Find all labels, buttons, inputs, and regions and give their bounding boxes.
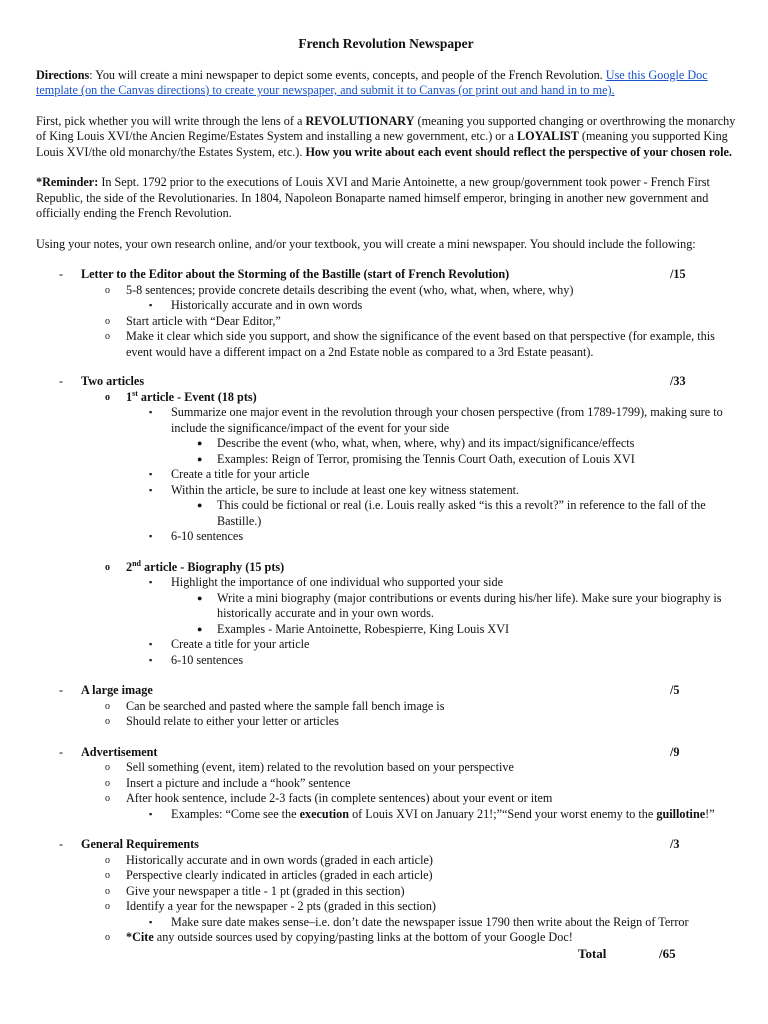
square-bullet: ▪: [149, 469, 153, 479]
directions-paragraph: [36, 68, 736, 99]
directions-label: Directions: [36, 67, 90, 82]
perspective-text-3: (meaning you supported King Louis XVI/the old monarchy/the Estates System, etc.).: [36, 129, 728, 159]
list-item: [36, 314, 736, 330]
list-item-text: Perspective clearly indicated in articles (graded in each article): [126, 868, 433, 882]
list-item-text: Summarize one major event in the revolution through your chosen perspective (from 1789-1799), making sure to include the significance/impact of the event for your side: [171, 405, 723, 435]
list-item-text: Should relate to either your letter or articles: [126, 714, 339, 728]
list-item-text: Historically accurate and in own words: [171, 298, 363, 312]
square-bullet: ▪: [149, 654, 153, 665]
circle-bullet: o: [105, 284, 110, 296]
list-item-text: Highlight the importance of one individual who supported your side: [171, 575, 504, 589]
section-image-title: A large image: [81, 683, 153, 697]
list-item-text: Make it clear which side you support, and show the significance of the event based on that perspective (for example, this event would have a different impact on a 2nd Estate noble as compared to a 3rd Estate peasant).: [126, 329, 715, 359]
loyalist-term: LOYALIST: [516, 129, 579, 143]
total-label: Total: [578, 945, 607, 961]
perspective-instruction: How you write about each event should reflect the perspective of your chosen role.: [305, 144, 732, 159]
list-item: [36, 329, 736, 360]
square-bullet: ▪: [149, 808, 153, 819]
list-item: [36, 436, 736, 452]
dot-bullet: ●: [197, 438, 203, 448]
section-letter-title: Letter to the Editor about the Storming of the Bastille (start of French Revolution): [81, 267, 510, 281]
square-bullet: ▪: [149, 484, 153, 495]
list-item: [36, 529, 736, 545]
dash-marker: -: [59, 744, 64, 759]
list-item-text: Make sure date makes sense–i.e. don’t date the newspaper issue 1790 then write about the Reign of Terror: [171, 914, 689, 929]
circle-bullet: o: [105, 932, 110, 943]
dash-marker: -: [59, 683, 64, 697]
total-points: /65: [659, 945, 676, 961]
square-bullet: ▪: [149, 639, 153, 649]
dot-bullet: ●: [197, 453, 203, 464]
list-item: [36, 622, 736, 638]
circle-bullet: o: [105, 870, 110, 881]
section-general-title: General Requirements: [81, 837, 199, 851]
section-letter-points: /15: [670, 267, 686, 281]
article-1-heading: [36, 390, 736, 406]
ad-example-text-2: of Louis XVI on January 21!;”“Send your worst enemy to the: [349, 806, 657, 821]
section-general-points: /3: [670, 837, 680, 851]
list-item-text: 6-10 sentences: [171, 652, 244, 667]
dash-marker: -: [59, 837, 64, 851]
list-item: [36, 807, 736, 823]
list-item-text: any outside sources used by copying/pasting links at the bottom of your Google Doc!: [153, 930, 573, 944]
list-item: [36, 405, 736, 436]
circle-bullet: o: [105, 777, 110, 789]
list-item: [36, 298, 736, 314]
list-item: [36, 483, 736, 499]
list-item-text: Identify a year for the newspaper - 2 pts (graded in this section): [126, 899, 436, 913]
list-item: [36, 498, 736, 529]
intro-paragraph: Using your notes, your own research online, and/or your textbook, you will create a mini newspaper. You should include the following:: [36, 236, 696, 251]
list-item: [36, 452, 736, 468]
list-item: [36, 637, 736, 653]
list-item-text: Examples - Marie Antoinette, Robespierre, King Louis XVI: [217, 621, 510, 636]
list-item-text: 6-10 sentences: [171, 529, 244, 543]
list-item-text: This could be fictional or real (i.e. Louis really asked “is this a revolt?” in reference to the fall of the Bastille.): [217, 498, 706, 528]
google-doc-template-link[interactable]: Use this Google Doc template (on the Canvas directions) to create your newspaper, and submit it to Canvas (or print out and hand in to me).: [36, 67, 708, 97]
section-articles-title: Two articles: [81, 374, 145, 388]
circle-bullet: o: [105, 331, 110, 342]
list-item: [36, 591, 736, 622]
perspective-text-2: (meaning you supported changing or overthrowing the monarchy of King Louis XVI/the Ancien Regime/Estates System and installing a new government, etc.) or a: [36, 113, 736, 143]
perspective-text-1: First, pick whether you will write through the lens of a: [36, 113, 306, 128]
list-item-text: 5-8 sentences; provide concrete details describing the event (who, what, when, where, why): [126, 282, 574, 297]
circle-bullet: o: [105, 901, 110, 912]
list-item-text: Create a title for your article: [171, 637, 310, 651]
article-1-number: 1: [126, 389, 133, 404]
list-item-text: Create a title for your article: [171, 467, 310, 481]
list-item-text: Give your newspaper a title - 1 pt (graded in this section): [126, 883, 405, 898]
page-title: French Revolution Newspaper: [298, 36, 474, 51]
ad-example-text-1: Examples: “Come see the: [171, 806, 300, 821]
list-item: [36, 575, 736, 591]
ad-example-bold-1: execution: [299, 806, 350, 821]
circle-bullet: o: [105, 391, 110, 403]
dot-bullet: ●: [197, 623, 203, 634]
section-letter-heading: [36, 267, 736, 283]
list-item-text: Sell something (event, item) related to the revolution based on your perspective: [126, 760, 514, 774]
circle-bullet: o: [105, 716, 110, 727]
perspective-paragraph: [36, 114, 736, 161]
ad-example-text-3: !”: [705, 806, 715, 821]
reminder-text: In Sept. 1792 prior to the executions of Louis XVI and Marie Antoinette, a new group/government took power - French First Republic, the side of the Revolutionaries. In 1804, Napoleon Bonaparte named himself emperor, bringing in another new government and officially ending the French Revolution.: [36, 175, 710, 220]
revolutionary-term: REVOLUTIONARY: [305, 113, 415, 128]
circle-bullet: o: [105, 793, 110, 804]
article-1-title: article - Event (18 pts): [137, 389, 257, 404]
dash-marker: -: [59, 267, 64, 281]
dot-bullet: ●: [197, 592, 203, 603]
reminder-paragraph: [36, 175, 736, 222]
circle-bullet: o: [105, 700, 110, 712]
list-item: [36, 930, 736, 946]
circle-bullet: o: [105, 885, 110, 897]
reminder-label: *Reminder:: [36, 175, 99, 189]
section-ad-heading: [36, 745, 736, 761]
list-item: [36, 699, 736, 715]
section-articles-heading: [36, 374, 736, 390]
list-item: [36, 760, 736, 776]
section-image-points: /5: [670, 683, 680, 697]
cite-label: *Cite: [126, 930, 154, 944]
section-ad-title: Advertisement: [81, 744, 158, 759]
list-item: [36, 853, 736, 869]
article-2-heading: [36, 560, 736, 576]
list-item: [36, 884, 736, 900]
list-item: [36, 791, 736, 807]
list-item: [36, 776, 736, 792]
article-2-title: article - Biography (15 pts): [141, 559, 285, 574]
list-item: [36, 714, 736, 730]
list-item: [36, 899, 736, 915]
square-bullet: ▪: [149, 300, 153, 310]
list-item-text: Start article with “Dear Editor,”: [126, 313, 281, 328]
section-articles-points: /33: [670, 374, 686, 388]
list-item: [36, 283, 736, 299]
square-bullet: ▪: [149, 407, 153, 417]
list-item: [36, 467, 736, 483]
circle-bullet: o: [105, 561, 110, 573]
list-item-text: Within the article, be sure to include at least one key witness statement.: [171, 482, 520, 497]
dash-marker: -: [59, 374, 64, 388]
dot-bullet: ●: [197, 500, 203, 510]
article-2-ordinal: nd: [132, 558, 141, 568]
square-bullet: ▪: [149, 916, 153, 927]
list-item: [36, 868, 736, 884]
circle-bullet: o: [105, 315, 110, 327]
list-item-text: Insert a picture and include a “hook” sentence: [126, 775, 351, 790]
list-item-text: Can be searched and pasted where the sample fall bench image is: [126, 698, 445, 713]
directions-text: : You will create a mini newspaper to depict some events, concepts, and people of the French Revolution.: [89, 67, 606, 82]
list-item-text: Historically accurate and in own words (graded in each article): [126, 852, 433, 867]
circle-bullet: o: [105, 762, 110, 773]
list-item-text: Write a mini biography (major contributions or events during his/her life). Make sure your biography is historically accurate and in your own words.: [217, 590, 722, 620]
section-ad-points: /9: [670, 744, 680, 759]
square-bullet: ▪: [149, 531, 153, 541]
total-row: [36, 946, 736, 962]
square-bullet: ▪: [149, 577, 153, 587]
ad-example-bold-2: guillotine: [656, 806, 706, 821]
article-1-ordinal: st: [132, 388, 138, 398]
circle-bullet: o: [105, 854, 110, 866]
article-2-number: 2: [126, 559, 133, 574]
list-item-text: Describe the event (who, what, when, where, why) and its impact/significance/effects: [217, 436, 635, 450]
list-item-text: Examples: Reign of Terror, promising the Tennis Court Oath, execution of Louis XVI: [217, 451, 635, 466]
section-image-heading: [36, 683, 736, 699]
list-item: [36, 653, 736, 669]
list-item-text: After hook sentence, include 2-3 facts (in complete sentences) about your event or item: [126, 791, 553, 805]
list-item: [36, 915, 736, 931]
section-general-heading: [36, 837, 736, 853]
document-page: [36, 36, 736, 962]
